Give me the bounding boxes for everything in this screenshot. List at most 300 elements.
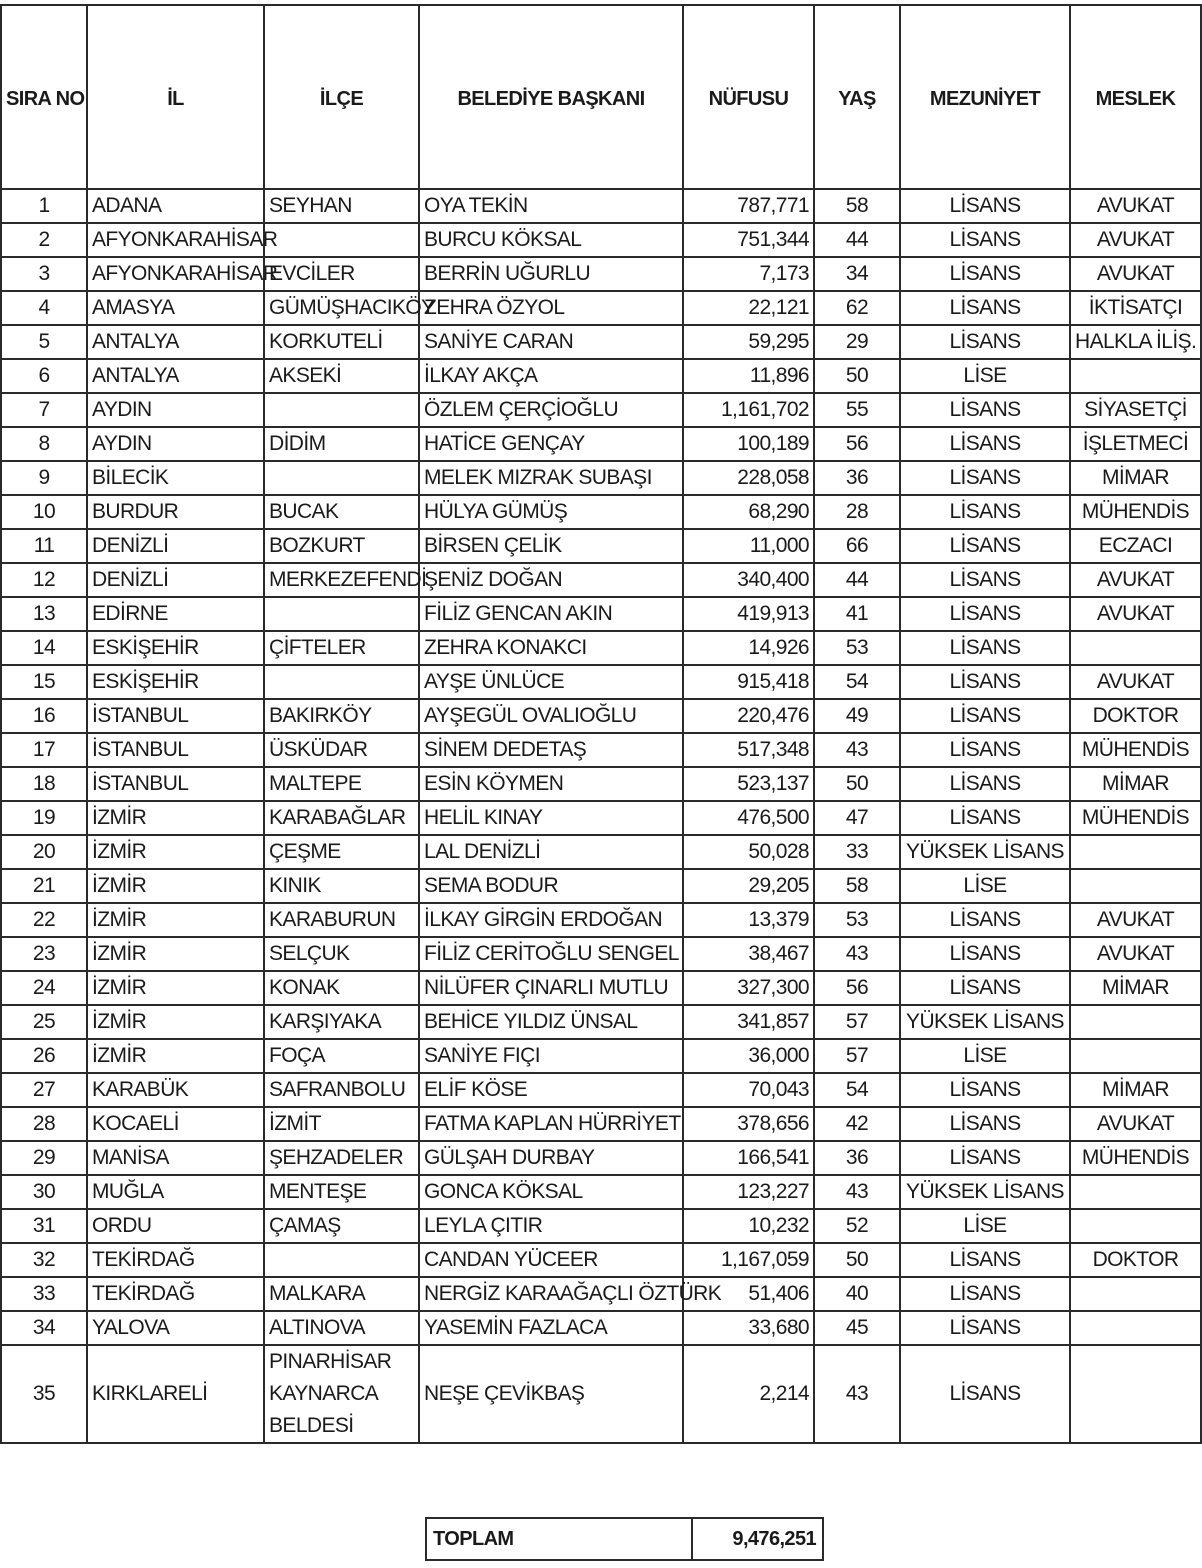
cell-nufus: 517,348 — [683, 733, 814, 767]
cell-nufus: 2,214 — [683, 1345, 814, 1443]
cell-mezuniyet: LİSANS — [900, 1311, 1070, 1345]
cell-il: KIRKLARELİ — [87, 1345, 264, 1443]
cell-nufus: 787,771 — [683, 189, 814, 223]
cell-ilce: BUCAK — [264, 495, 419, 529]
cell-mezuniyet: LİSANS — [900, 393, 1070, 427]
cell-yas: 54 — [814, 1073, 900, 1107]
table-row — [1, 1005, 1201, 1039]
cell-il: AFYONKARAHİSAR — [87, 223, 264, 257]
cell-yas: 40 — [814, 1277, 900, 1311]
cell-mezuniyet: YÜKSEK LİSANS — [900, 1175, 1070, 1209]
cell-baskan: FATMA KAPLAN HÜRRİYET — [419, 1107, 683, 1141]
cell-meslek: MİMAR — [1070, 971, 1201, 1005]
cell-mezuniyet: LİSANS — [900, 597, 1070, 631]
cell-nufus: 13,379 — [683, 903, 814, 937]
cell-sira-no: 21 — [1, 869, 87, 903]
cell-mezuniyet: LİSE — [900, 869, 1070, 903]
table-row — [1, 597, 1201, 631]
cell-meslek: HALKLA İLİŞ. — [1070, 325, 1201, 359]
cell-mezuniyet: LİSANS — [900, 427, 1070, 461]
cell-ilce: ÇAMAŞ — [264, 1209, 419, 1243]
cell-yas: 62 — [814, 291, 900, 325]
table-row — [1, 1243, 1201, 1277]
cell-ilce: GÜMÜŞHACIKÖY — [264, 291, 419, 325]
cell-nufus: 228,058 — [683, 461, 814, 495]
cell-ilce: EVCİLER — [264, 257, 419, 291]
cell-mezuniyet: LİSANS — [900, 631, 1070, 665]
table-row — [1, 257, 1201, 291]
cell-sira-no: 26 — [1, 1039, 87, 1073]
cell-ilce: BAKIRKÖY — [264, 699, 419, 733]
cell-sira-no: 32 — [1, 1243, 87, 1277]
cell-meslek — [1070, 359, 1201, 393]
cell-yas: 47 — [814, 801, 900, 835]
cell-meslek: AVUKAT — [1070, 257, 1201, 291]
cell-ilce: ÇİFTELER — [264, 631, 419, 665]
cell-mezuniyet: LİSANS — [900, 937, 1070, 971]
cell-yas: 50 — [814, 1243, 900, 1277]
header-mezuniyet: MEZUNİYET — [900, 5, 1070, 189]
cell-il: AFYONKARAHİSAR — [87, 257, 264, 291]
cell-sira-no: 18 — [1, 767, 87, 801]
table-row — [1, 223, 1201, 257]
cell-baskan: AYŞE ÜNLÜCE — [419, 665, 683, 699]
table-row — [1, 1277, 1201, 1311]
header-row — [1, 5, 1201, 189]
cell-baskan: ZEHRA KONAKCI — [419, 631, 683, 665]
cell-meslek: MİMAR — [1070, 1073, 1201, 1107]
cell-baskan: SANİYE FIÇI — [419, 1039, 683, 1073]
cell-yas: 43 — [814, 733, 900, 767]
cell-mezuniyet: LİSANS — [900, 665, 1070, 699]
cell-ilce — [264, 597, 419, 631]
table-row — [1, 1311, 1201, 1345]
cell-ilce: KARŞIYAKA — [264, 1005, 419, 1039]
cell-il: ESKİŞEHİR — [87, 631, 264, 665]
cell-ilce: MENTEŞE — [264, 1175, 419, 1209]
cell-ilce: KARABAĞLAR — [264, 801, 419, 835]
cell-mezuniyet: LİSANS — [900, 291, 1070, 325]
cell-meslek: DOKTOR — [1070, 699, 1201, 733]
cell-yas: 43 — [814, 1175, 900, 1209]
cell-yas: 43 — [814, 1345, 900, 1443]
cell-meslek — [1070, 1311, 1201, 1345]
cell-il: AYDIN — [87, 393, 264, 427]
cell-mezuniyet: LİSANS — [900, 699, 1070, 733]
cell-ilce: İZMİT — [264, 1107, 419, 1141]
cell-sira-no: 4 — [1, 291, 87, 325]
header-ilce: İLÇE — [264, 5, 419, 189]
cell-baskan: İLKAY GİRGİN ERDOĞAN — [419, 903, 683, 937]
cell-ilce: KARABURUN — [264, 903, 419, 937]
cell-yas: 53 — [814, 903, 900, 937]
cell-baskan: İLKAY AKÇA — [419, 359, 683, 393]
cell-nufus: 100,189 — [683, 427, 814, 461]
cell-baskan: GONCA KÖKSAL — [419, 1175, 683, 1209]
cell-nufus: 915,418 — [683, 665, 814, 699]
cell-sira-no: 20 — [1, 835, 87, 869]
cell-sira-no: 33 — [1, 1277, 87, 1311]
header-il: İL — [87, 5, 264, 189]
cell-ilce: SAFRANBOLU — [264, 1073, 419, 1107]
cell-ilce: AKSEKİ — [264, 359, 419, 393]
table-row — [1, 767, 1201, 801]
cell-il: İZMİR — [87, 903, 264, 937]
cell-nufus: 50,028 — [683, 835, 814, 869]
cell-sira-no: 15 — [1, 665, 87, 699]
cell-il: TEKİRDAĞ — [87, 1277, 264, 1311]
cell-nufus: 341,857 — [683, 1005, 814, 1039]
cell-meslek: SİYASETÇİ — [1070, 393, 1201, 427]
mayors-table — [0, 4, 1202, 1444]
cell-baskan: LEYLA ÇITIR — [419, 1209, 683, 1243]
cell-nufus: 51,406 — [683, 1277, 814, 1311]
header-yas: YAŞ — [814, 5, 900, 189]
cell-yas: 54 — [814, 665, 900, 699]
cell-yas: 53 — [814, 631, 900, 665]
cell-ilce: MERKEZEFENDİ — [264, 563, 419, 597]
cell-mezuniyet: LİSANS — [900, 1345, 1070, 1443]
cell-nufus: 59,295 — [683, 325, 814, 359]
header-sira-no: SIRA NO — [1, 5, 87, 189]
cell-nufus: 476,500 — [683, 801, 814, 835]
cell-mezuniyet: LİSANS — [900, 903, 1070, 937]
cell-ilce: ALTINOVA — [264, 1311, 419, 1345]
cell-baskan: OYA TEKİN — [419, 189, 683, 223]
cell-sira-no: 35 — [1, 1345, 87, 1443]
cell-sira-no: 29 — [1, 1141, 87, 1175]
cell-mezuniyet: YÜKSEK LİSANS — [900, 835, 1070, 869]
cell-il: ANTALYA — [87, 325, 264, 359]
cell-mezuniyet: LİSANS — [900, 529, 1070, 563]
ilce-line: PINARHİSAR — [269, 1350, 392, 1373]
table-row — [1, 189, 1201, 223]
table-row — [1, 631, 1201, 665]
cell-mezuniyet: LİSANS — [900, 563, 1070, 597]
cell-il: ANTALYA — [87, 359, 264, 393]
cell-il: EDİRNE — [87, 597, 264, 631]
cell-yas: 50 — [814, 767, 900, 801]
cell-nufus: 220,476 — [683, 699, 814, 733]
cell-il: YALOVA — [87, 1311, 264, 1345]
cell-baskan: ELİF KÖSE — [419, 1073, 683, 1107]
cell-baskan: HELİL KINAY — [419, 801, 683, 835]
cell-baskan: BİRSEN ÇELİK — [419, 529, 683, 563]
cell-ilce: BOZKURT — [264, 529, 419, 563]
cell-yas: 50 — [814, 359, 900, 393]
cell-nufus: 29,205 — [683, 869, 814, 903]
cell-nufus: 10,232 — [683, 1209, 814, 1243]
cell-yas: 45 — [814, 1311, 900, 1345]
cell-yas: 44 — [814, 563, 900, 597]
cell-baskan: SİNEM DEDETAŞ — [419, 733, 683, 767]
cell-mezuniyet: LİSANS — [900, 733, 1070, 767]
cell-il: MUĞLA — [87, 1175, 264, 1209]
cell-sira-no: 22 — [1, 903, 87, 937]
cell-nufus: 38,467 — [683, 937, 814, 971]
cell-sira-no: 31 — [1, 1209, 87, 1243]
cell-sira-no: 10 — [1, 495, 87, 529]
cell-nufus: 523,137 — [683, 767, 814, 801]
table-row — [1, 393, 1201, 427]
cell-il: İSTANBUL — [87, 767, 264, 801]
cell-ilce: SELÇUK — [264, 937, 419, 971]
cell-meslek: İŞLETMECİ — [1070, 427, 1201, 461]
cell-ilce: ÜSKÜDAR — [264, 733, 419, 767]
cell-yas: 28 — [814, 495, 900, 529]
ilce-line: KAYNARCA — [269, 1382, 379, 1405]
table-row — [1, 427, 1201, 461]
cell-mezuniyet: LİSANS — [900, 801, 1070, 835]
cell-meslek: AVUKAT — [1070, 665, 1201, 699]
cell-meslek: İKTİSATÇI — [1070, 291, 1201, 325]
table-row — [1, 325, 1201, 359]
cell-il: İSTANBUL — [87, 733, 264, 767]
cell-mezuniyet: LİSANS — [900, 223, 1070, 257]
cell-yas: 58 — [814, 189, 900, 223]
table-row — [1, 359, 1201, 393]
cell-ilce: KINIK — [264, 869, 419, 903]
cell-ilce: DİDİM — [264, 427, 419, 461]
cell-baskan: YASEMİN FAZLACA — [419, 1311, 683, 1345]
cell-baskan: FİLİZ GENCAN AKIN — [419, 597, 683, 631]
cell-yas: 41 — [814, 597, 900, 631]
cell-yas: 36 — [814, 1141, 900, 1175]
total-label: TOPLAM — [426, 1518, 692, 1560]
cell-baskan: NİLÜFER ÇINARLI MUTLU — [419, 971, 683, 1005]
cell-mezuniyet: LİSANS — [900, 971, 1070, 1005]
cell-nufus: 166,541 — [683, 1141, 814, 1175]
cell-yas: 57 — [814, 1039, 900, 1073]
cell-meslek: MİMAR — [1070, 461, 1201, 495]
cell-baskan: BEHİCE YILDIZ ÜNSAL — [419, 1005, 683, 1039]
cell-yas: 42 — [814, 1107, 900, 1141]
cell-nufus: 7,173 — [683, 257, 814, 291]
cell-sira-no: 12 — [1, 563, 87, 597]
cell-il: KOCAELİ — [87, 1107, 264, 1141]
cell-il: MANİSA — [87, 1141, 264, 1175]
cell-ilce: SEYHAN — [264, 189, 419, 223]
cell-sira-no: 28 — [1, 1107, 87, 1141]
cell-yas: 56 — [814, 971, 900, 1005]
cell-baskan: LAL DENİZLİ — [419, 835, 683, 869]
cell-sira-no: 8 — [1, 427, 87, 461]
cell-il: BİLECİK — [87, 461, 264, 495]
cell-ilce — [264, 461, 419, 495]
cell-meslek — [1070, 1175, 1201, 1209]
cell-meslek: AVUKAT — [1070, 563, 1201, 597]
table-row — [1, 563, 1201, 597]
table-row — [1, 495, 1201, 529]
cell-meslek — [1070, 631, 1201, 665]
cell-meslek: AVUKAT — [1070, 903, 1201, 937]
header-belediye-baskani: BELEDİYE BAŞKANI — [419, 5, 683, 189]
cell-sira-no: 7 — [1, 393, 87, 427]
cell-mezuniyet: LİSANS — [900, 189, 1070, 223]
cell-meslek: AVUKAT — [1070, 597, 1201, 631]
cell-il: ESKİŞEHİR — [87, 665, 264, 699]
cell-meslek — [1070, 1039, 1201, 1073]
cell-yas: 56 — [814, 427, 900, 461]
table-row — [1, 835, 1201, 869]
cell-meslek — [1070, 1209, 1201, 1243]
cell-sira-no: 13 — [1, 597, 87, 631]
table-body — [1, 189, 1201, 1345]
cell-il: İZMİR — [87, 937, 264, 971]
cell-yas: 55 — [814, 393, 900, 427]
cell-meslek: MÜHENDİS — [1070, 733, 1201, 767]
cell-il: TEKİRDAĞ — [87, 1243, 264, 1277]
cell-sira-no: 14 — [1, 631, 87, 665]
cell-yas: 57 — [814, 1005, 900, 1039]
cell-mezuniyet: LİSANS — [900, 767, 1070, 801]
cell-il: ORDU — [87, 1209, 264, 1243]
cell-il: İZMİR — [87, 869, 264, 903]
table-row — [1, 733, 1201, 767]
cell-il: İZMİR — [87, 1039, 264, 1073]
table-row — [1, 1141, 1201, 1175]
cell-nufus: 22,121 — [683, 291, 814, 325]
cell-baskan: ÖZLEM ÇERÇİOĞLU — [419, 393, 683, 427]
cell-baskan: SEMA BODUR — [419, 869, 683, 903]
cell-ilce: ŞEHZADELER — [264, 1141, 419, 1175]
cell-il: BURDUR — [87, 495, 264, 529]
cell-yas: 44 — [814, 223, 900, 257]
cell-sira-no: 5 — [1, 325, 87, 359]
cell-mezuniyet: LİSANS — [900, 461, 1070, 495]
cell-yas: 43 — [814, 937, 900, 971]
cell-mezuniyet: LİSANS — [900, 1243, 1070, 1277]
cell-ilce: MALTEPE — [264, 767, 419, 801]
cell-ilce — [264, 1243, 419, 1277]
cell-baskan: HÜLYA GÜMÜŞ — [419, 495, 683, 529]
cell-nufus: 1,161,702 — [683, 393, 814, 427]
cell-baskan: NEŞE ÇEVİKBAŞ — [419, 1345, 683, 1443]
table-row — [1, 1209, 1201, 1243]
cell-baskan: MELEK MIZRAK SUBAŞI — [419, 461, 683, 495]
cell-ilce: KORKUTELİ — [264, 325, 419, 359]
cell-meslek: ECZACI — [1070, 529, 1201, 563]
cell-il: DENİZLİ — [87, 529, 264, 563]
cell-ilce — [264, 393, 419, 427]
cell-il: İZMİR — [87, 971, 264, 1005]
table-row — [1, 869, 1201, 903]
cell-sira-no: 1 — [1, 189, 87, 223]
table-row — [1, 665, 1201, 699]
cell-mezuniyet: LİSANS — [900, 1141, 1070, 1175]
table-row — [1, 1039, 1201, 1073]
cell-mezuniyet: LİSANS — [900, 1277, 1070, 1311]
cell-nufus: 68,290 — [683, 495, 814, 529]
cell-meslek — [1070, 1277, 1201, 1311]
cell-nufus: 36,000 — [683, 1039, 814, 1073]
cell-ilce — [264, 223, 419, 257]
cell-sira-no: 27 — [1, 1073, 87, 1107]
cell-meslek: MÜHENDİS — [1070, 495, 1201, 529]
ilce-line: BELDESİ — [269, 1414, 354, 1437]
cell-yas: 52 — [814, 1209, 900, 1243]
cell-nufus: 123,227 — [683, 1175, 814, 1209]
cell-ilce — [264, 665, 419, 699]
cell-sira-no: 17 — [1, 733, 87, 767]
cell-baskan: AYŞEGÜL OVALIOĞLU — [419, 699, 683, 733]
table-row — [1, 291, 1201, 325]
cell-sira-no: 2 — [1, 223, 87, 257]
cell-sira-no: 23 — [1, 937, 87, 971]
cell-mezuniyet: LİSE — [900, 1039, 1070, 1073]
cell-ilce: FOÇA — [264, 1039, 419, 1073]
cell-sira-no: 34 — [1, 1311, 87, 1345]
cell-ilce: MALKARA — [264, 1277, 419, 1311]
cell-meslek: AVUKAT — [1070, 223, 1201, 257]
cell-yas: 49 — [814, 699, 900, 733]
cell-yas: 58 — [814, 869, 900, 903]
cell-il: İSTANBUL — [87, 699, 264, 733]
cell-sira-no: 19 — [1, 801, 87, 835]
cell-mezuniyet: LİSANS — [900, 325, 1070, 359]
cell-baskan: HATİCE GENÇAY — [419, 427, 683, 461]
cell-baskan: FİLİZ CERİTOĞLU SENGEL — [419, 937, 683, 971]
cell-ilce — [264, 1345, 419, 1443]
table-row — [1, 1345, 1201, 1443]
cell-nufus: 1,167,059 — [683, 1243, 814, 1277]
table-row — [1, 1175, 1201, 1209]
table-row — [1, 1107, 1201, 1141]
table-row — [1, 903, 1201, 937]
table-row — [1, 971, 1201, 1005]
cell-baskan: BURCU KÖKSAL — [419, 223, 683, 257]
cell-nufus: 340,400 — [683, 563, 814, 597]
cell-nufus: 327,300 — [683, 971, 814, 1005]
cell-mezuniyet: LİSANS — [900, 257, 1070, 291]
cell-nufus: 11,896 — [683, 359, 814, 393]
cell-sira-no: 24 — [1, 971, 87, 1005]
cell-yas: 36 — [814, 461, 900, 495]
cell-meslek — [1070, 835, 1201, 869]
header-meslek: MESLEK — [1070, 5, 1201, 189]
cell-sira-no: 16 — [1, 699, 87, 733]
cell-nufus: 751,344 — [683, 223, 814, 257]
cell-il: DENİZLİ — [87, 563, 264, 597]
cell-il: ADANA — [87, 189, 264, 223]
cell-baskan: CANDAN YÜCEER — [419, 1243, 683, 1277]
table-row — [1, 937, 1201, 971]
cell-nufus: 419,913 — [683, 597, 814, 631]
table-row — [1, 699, 1201, 733]
table-row — [1, 529, 1201, 563]
cell-mezuniyet: LİSANS — [900, 495, 1070, 529]
cell-yas: 33 — [814, 835, 900, 869]
cell-baskan: ESİN KÖYMEN — [419, 767, 683, 801]
cell-baskan: ŞENİZ DOĞAN — [419, 563, 683, 597]
cell-ilce: KONAK — [264, 971, 419, 1005]
cell-nufus: 11,000 — [683, 529, 814, 563]
cell-mezuniyet: LİSE — [900, 359, 1070, 393]
cell-mezuniyet: LİSANS — [900, 1107, 1070, 1141]
cell-il: KARABÜK — [87, 1073, 264, 1107]
cell-baskan: GÜLŞAH DURBAY — [419, 1141, 683, 1175]
cell-meslek: AVUKAT — [1070, 189, 1201, 223]
cell-meslek: MİMAR — [1070, 767, 1201, 801]
cell-meslek: DOKTOR — [1070, 1243, 1201, 1277]
cell-nufus: 14,926 — [683, 631, 814, 665]
table-row — [1, 1073, 1201, 1107]
cell-meslek: MÜHENDİS — [1070, 1141, 1201, 1175]
total-value: 9,476,251 — [692, 1518, 823, 1560]
cell-meslek: AVUKAT — [1070, 1107, 1201, 1141]
cell-baskan: NERGİZ KARAAĞAÇLI ÖZTÜRK — [419, 1277, 683, 1311]
cell-sira-no: 6 — [1, 359, 87, 393]
